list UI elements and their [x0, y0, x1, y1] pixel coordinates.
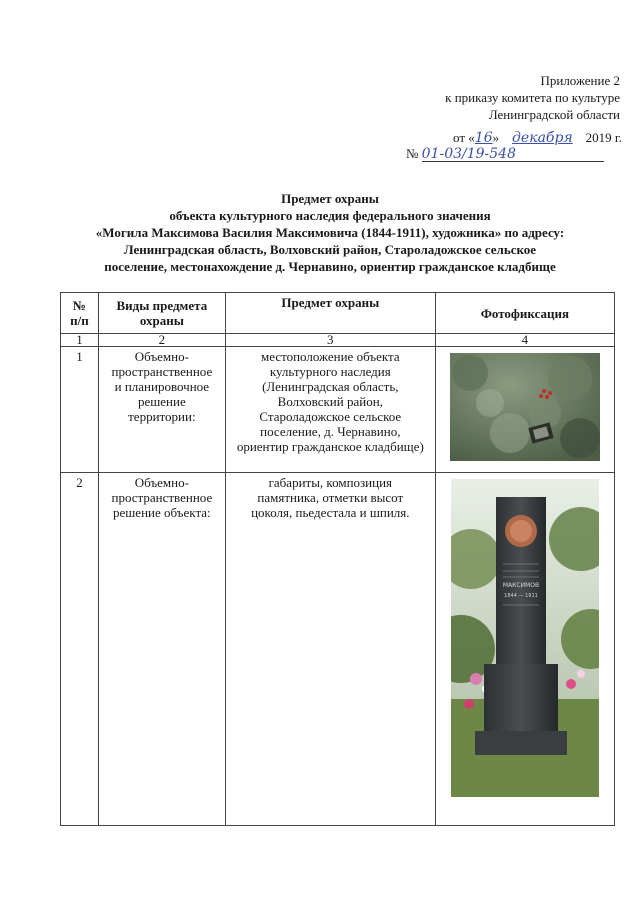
- region-label: Ленинградской области: [488, 107, 620, 122]
- order-reference: к приказу комитета по культуре: [445, 90, 620, 105]
- protection-subject-table: [60, 292, 615, 826]
- order-number: № 01-03/19-548: [406, 146, 604, 162]
- date-month-handwritten: декабря: [512, 130, 573, 146]
- table-header-row: [61, 293, 615, 334]
- date-day-handwritten: 16: [474, 130, 493, 146]
- header-photo: Фотофиксация: [435, 293, 614, 334]
- header-type: Виды предмета охраны: [98, 293, 225, 334]
- index-row: 1 2 3 4: [61, 334, 615, 347]
- appendix-header: [380, 72, 620, 123]
- appendix-label: Приложение 2: [540, 73, 620, 88]
- order-date: от «16» декабря 2019 г.: [453, 130, 622, 146]
- monument-inscription-name: МАКСИМОВ: [502, 582, 539, 589]
- header-subject: Предмет охраны: [225, 293, 435, 334]
- aerial-photo: [450, 353, 600, 461]
- header-num: № п/п: [61, 293, 99, 334]
- table-row: 1 Объемно- пространственное и планировочное решение территории: местоположение объекта культурного наследия (Ленинградская область, Волховский район, Староладожское сельское поселение, д. Чернавино, ориентир гражданское кладбище): [61, 347, 615, 473]
- number-handwritten: 01-03/19-548: [421, 146, 516, 162]
- monument-photo: [451, 479, 599, 797]
- monument-inscription-years: 1844 — 1911: [504, 593, 538, 599]
- document-title: Предмет охраны объекта культурного наследия федерального значения «Могила Максимова Василия Максимовича (1844-1911), художника» по адресу: Ленинградская область, Волховский район, Староладожское сельское поселение, местонахождение д. Чернавино, ориентир гражданское кладбище: [95, 191, 565, 274]
- table-row: 2 Объемно- пространственное решение объекта: габариты, композиция памятника, отметки высот цоколя, пьедестала и шпиля. МАКСИМОВ 1844 — 1911: [61, 473, 615, 826]
